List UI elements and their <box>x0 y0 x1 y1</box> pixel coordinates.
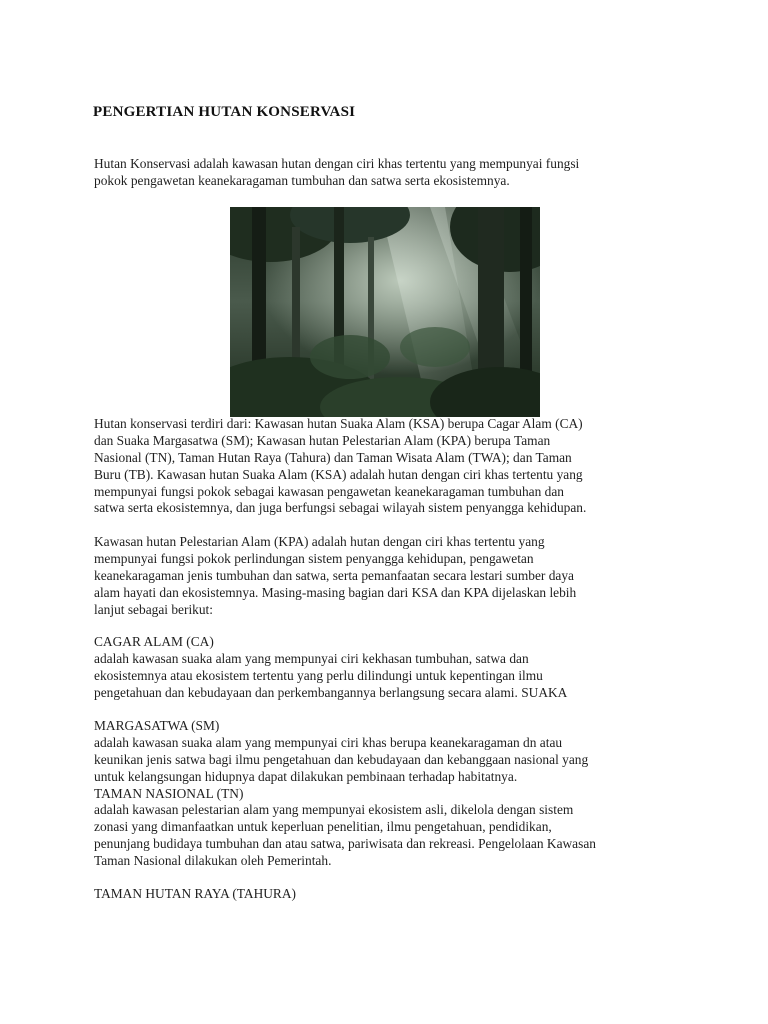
text-line: zonasi yang dimanfaatkan untuk keperluan penelitian, ilmu pengetahuan, pendidikan, <box>94 819 552 835</box>
text-line: penunjang budidaya tumbuhan dan atau satwa, pariwisata dan rekreasi. Pengelolaan Kawasan <box>94 836 596 852</box>
section-heading: TAMAN HUTAN RAYA (TAHURA) <box>94 886 296 901</box>
text-line: ekosistemnya atau ekosistem tertentu yang perlu dilindungi untuk kepentingan ilmu <box>94 667 543 683</box>
text-line: keunikan jenis satwa bagi ilmu pengetahuan dan kebudayaan dan kebanggaan nasional yang <box>94 751 589 767</box>
section-margasatwa-taman-nasional <box>94 718 694 870</box>
paragraph-kpa <box>94 534 694 618</box>
text-line: dan Suaka Margasatwa (SM); Kawasan hutan Pelestarian Alam (KPA) berupa Taman <box>94 432 551 448</box>
section-heading: CAGAR ALAM (CA) <box>94 634 214 649</box>
text-line: mempunyai fungsi pokok perlindungan sistem penyangga kehidupan, pengawetan <box>94 550 534 566</box>
intro-paragraph <box>94 156 694 190</box>
text-line: Buru (TB). Kawasan hutan Suaka Alam (KSA) adalah hutan dengan ciri khas tertentu yang <box>94 466 583 482</box>
text-line: untuk kelangsungan hidupnya dapat dilakukan pembinaan terhadap habitatnya. <box>94 768 518 784</box>
text-line: Hutan konservasi terdiri dari: Kawasan hutan Suaka Alam (KSA) berupa Cagar Alam (CA) <box>94 416 583 431</box>
text-line: adalah kawasan suaka alam yang mempunyai ciri kekhasan tumbuhan, satwa dan <box>94 650 529 666</box>
forest-photo <box>230 207 540 417</box>
section-cagar-alam <box>94 634 694 702</box>
text-line: pokok pengawetan keanekaragaman tumbuhan dan satwa serta ekosistemnya. <box>94 172 510 188</box>
text-line: Hutan Konservasi adalah kawasan hutan dengan ciri khas tertentu yang mempunyai fungsi <box>94 156 580 171</box>
text-line: mempunyai fungsi pokok sebagai kawasan pengawetan keanekaragaman tumbuhan dan <box>94 483 564 499</box>
text-line: Nasional (TN), Taman Hutan Raya (Tahura) dan Taman Wisata Alam (TWA); dan Taman <box>94 449 572 465</box>
text-line: satwa serta ekosistemnya, dan juga berfungsi sebagai wilayah sistem penyangga kehidupan. <box>94 500 587 516</box>
text-line: adalah kawasan suaka alam yang mempunyai ciri khas berupa keanekaragaman dn atau <box>94 734 563 750</box>
text-line: Taman Nasional dilakukan oleh Pemerintah. <box>94 853 332 869</box>
paragraph-composition <box>94 416 694 517</box>
text-line: lanjut sebagai berikut: <box>94 601 213 617</box>
page-title: PENGERTIAN HUTAN KONSERVASI <box>93 104 356 120</box>
section-heading: TAMAN NASIONAL (TN) <box>94 785 244 801</box>
text-line: adalah kawasan pelestarian alam yang mempunyai ekosistem asli, dikelola dengan sistem <box>94 802 574 818</box>
text-line: keanekaragaman jenis tumbuhan dan satwa, serta pemanfaatan secara lestari sumber daya <box>94 567 574 583</box>
section-tahura <box>94 886 694 903</box>
text-line: alam hayati dan ekosistemnya. Masing-masing bagian dari KSA dan KPA dijelaskan lebih <box>94 584 577 600</box>
text-line: Kawasan hutan Pelestarian Alam (KPA) adalah hutan dengan ciri khas tertentu yang <box>94 534 545 549</box>
text-line: pengetahuan dan kebudayaan dan perkembangannya berlangsung secara alami. SUAKA <box>94 684 568 700</box>
section-heading: MARGASATWA (SM) <box>94 718 220 733</box>
